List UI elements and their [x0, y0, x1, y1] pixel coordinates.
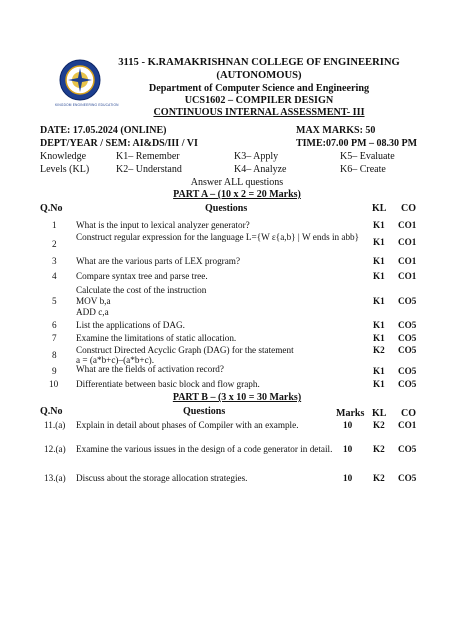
question-number: 12.(a): [44, 444, 66, 454]
question-text-line-2: a = (a*b+c)–(a*b+c).: [76, 355, 155, 365]
question-number: 9: [52, 366, 57, 376]
question-co: CO1: [398, 420, 417, 430]
question-co: CO5: [398, 333, 417, 343]
question-co: CO5: [398, 444, 417, 454]
question-kl: K2: [373, 420, 385, 430]
question-co: CO5: [398, 366, 417, 376]
question-text: What are the various parts of LEX program?: [76, 256, 241, 266]
exam-time: TIME:07.00 PM – 08.30 PM: [296, 138, 418, 149]
department-name: Department of Computer Science and Engineering: [148, 83, 370, 94]
question-co: CO1: [398, 256, 417, 266]
question-text: What is the input to lexical analyzer generator?: [76, 220, 250, 230]
question-kl: K1: [373, 366, 385, 376]
question-text: What are the fields of activation record?: [76, 364, 224, 374]
question-text: Explain in detail about phases of Compiler with an example.: [76, 420, 299, 430]
course-title: UCS1602 – COMPILER DESIGN: [184, 95, 334, 106]
kl-k3: K3– Apply: [234, 151, 279, 162]
question-number: 10: [49, 379, 59, 389]
question-kl: K1: [373, 271, 385, 281]
question-text: Compare syntax tree and parse tree.: [76, 271, 208, 281]
question-text-line-2: MOV b,a: [76, 296, 111, 306]
part-a-header-co: CO: [401, 203, 416, 214]
question-number: 1: [52, 220, 57, 230]
question-marks: 10: [343, 444, 353, 454]
kl-k6: K6– Create: [340, 164, 386, 175]
part-b-header-kl: KL: [372, 408, 387, 419]
question-number: 7: [52, 333, 57, 343]
question-kl: K1: [373, 320, 385, 330]
instruction: Answer ALL questions: [190, 177, 284, 188]
question-co: CO5: [398, 379, 417, 389]
part-a-header-kl: KL: [372, 203, 387, 214]
question-number: 5: [52, 296, 57, 306]
kl-k5: K5– Evaluate: [340, 151, 395, 162]
question-text: Examine the various issues in the design of a code generator in detail.: [76, 444, 333, 454]
question-kl: K2: [373, 444, 385, 454]
question-number: 11.(a): [44, 420, 66, 430]
question-kl: K1: [373, 256, 385, 266]
part-b-header-co: CO: [401, 408, 416, 419]
question-text-line-1: Calculate the cost of the instruction: [76, 285, 207, 295]
question-marks: 10: [343, 473, 353, 483]
question-kl: K1: [373, 379, 385, 389]
part-b-header-marks: Marks: [336, 408, 365, 419]
question-number: 2: [52, 239, 57, 249]
exam-date: DATE: 17.05.2024 (ONLINE): [40, 125, 167, 136]
part-b-header-qno: Q.No: [40, 406, 63, 417]
part-b-header-questions: Questions: [183, 406, 226, 417]
question-number: 4: [52, 271, 57, 281]
question-number: 8: [52, 350, 57, 360]
question-kl: K1: [373, 333, 385, 343]
question-text: Discuss about the storage allocation strategies.: [76, 473, 248, 483]
assessment-title: CONTINUOUS INTERNAL ASSESSMENT- III: [153, 107, 365, 118]
college-name: 3115 - K.RAMAKRISHNAN COLLEGE OF ENGINEERING: [118, 57, 400, 68]
kl-label-1: Knowledge: [40, 151, 87, 162]
kl-k1: K1– Remember: [116, 151, 180, 162]
question-co: CO5: [398, 345, 417, 355]
question-kl: K1: [373, 237, 385, 247]
max-marks: MAX MARKS: 50: [296, 125, 376, 136]
question-text: List the applications of DAG.: [76, 320, 185, 330]
kl-k2: K2– Understand: [116, 164, 182, 175]
question-number: 6: [52, 320, 57, 330]
part-b-title: PART B – (3 x 10 = 30 Marks): [172, 392, 302, 403]
question-number: 3: [52, 256, 57, 266]
kl-k4: K4– Analyze: [234, 164, 287, 175]
question-co: CO1: [398, 237, 417, 247]
question-co: CO1: [398, 220, 417, 230]
question-text: Differentiate between basic block and flow graph.: [76, 379, 260, 389]
question-co: CO5: [398, 296, 417, 306]
kl-label-2: Levels (KL): [40, 164, 90, 175]
part-a-header-qno: Q.No: [40, 203, 63, 214]
question-marks: 10: [343, 420, 353, 430]
question-co: CO5: [398, 320, 417, 330]
dept-year-sem: DEPT/YEAR / SEM: AI&DS/III / VI: [40, 138, 198, 149]
part-a-title: PART A – (10 x 2 = 20 Marks): [173, 189, 301, 200]
part-a-header-questions: Questions: [205, 203, 248, 214]
question-kl: K1: [373, 220, 385, 230]
question-kl: K2: [373, 345, 385, 355]
question-text: Examine the limitations of static allocation.: [76, 333, 237, 343]
question-co: CO5: [398, 473, 417, 483]
question-text-line-3: ADD c,a: [76, 307, 109, 317]
autonomous-label: (AUTONOMOUS): [216, 70, 302, 81]
logo-caption: KINGDOM ENGINEERING EDUCATION: [55, 103, 119, 107]
question-number: 13.(a): [44, 473, 66, 483]
question-co: CO1: [398, 271, 417, 281]
question-text-line-1: Construct Directed Acyclic Graph (DAG) for the statement: [76, 345, 294, 355]
question-kl: K1: [373, 296, 385, 306]
question-kl: K2: [373, 473, 385, 483]
question-text: Construct regular expression for the language L={W ε{a,b} | W ends in abb}: [76, 232, 360, 242]
